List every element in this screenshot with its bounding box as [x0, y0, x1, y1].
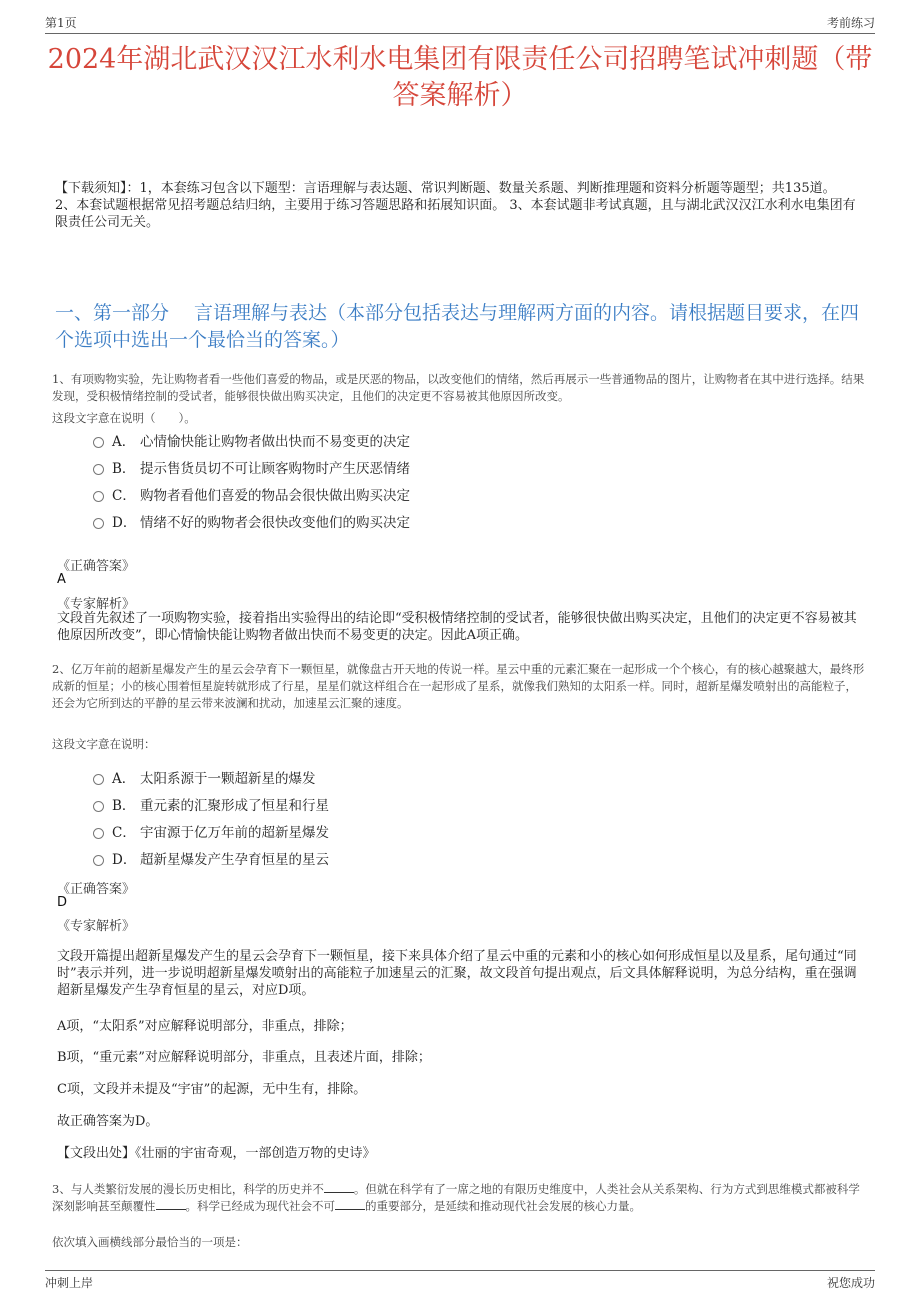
radio-icon[interactable] — [93, 437, 104, 448]
fill-blank-1[interactable] — [324, 1192, 354, 1193]
correct-answer-value: D — [57, 895, 68, 910]
question-1-prompt: 这段文字意在说明（ ）。 — [52, 411, 196, 425]
page-number: 第1页 — [45, 16, 77, 30]
footer-left: 冲刺上岸 — [45, 1276, 94, 1290]
analysis-label: 《专家解析》 — [57, 919, 136, 934]
question-2-stem: 2、亿万年前的超新星爆发产生的星云会孕育下一颗恒星，就像盘古开天地的传说一样。星云中重的元素汇聚在一起形成一个个核心，有的核心越聚越大，最终形成新的恒星；小的核心围着恒星旋转就形成了行星，星星们就这样组合在一起形成了星系，就像我们熟知的太阳系一样。同时，超新星爆发喷射出的高能粒子，还会为它所到达的平静的星云带来波澜和扰动，加速星云汇聚的速度。 — [52, 662, 865, 710]
fill-blank-2[interactable] — [156, 1209, 186, 1210]
radio-icon[interactable] — [93, 774, 104, 785]
question-2-prompt: 这段文字意在说明： — [52, 737, 156, 751]
question-1-options — [93, 426, 410, 534]
correct-answer-value: A — [57, 572, 66, 587]
option-a[interactable]: A． 心情愉快能让购物者做出快而不易变更的决定 — [93, 426, 410, 453]
document-title: 2024年湖北武汉汉江水利水电集团有限责任公司招聘笔试冲刺题（带答案解析） — [47, 44, 873, 111]
option-c[interactable]: C． 购物者看他们喜爱的物品会很快做出购买决定 — [93, 480, 410, 507]
fill-blank-3[interactable] — [335, 1209, 365, 1210]
option-a-note: A项，“太阳系”对应解释说明部分，非重点，排除； — [57, 1019, 353, 1034]
analysis-label: 《专家解析》 — [57, 597, 136, 612]
radio-icon[interactable] — [93, 801, 104, 812]
option-c-note: C项，文段并未提及“宇宙”的起源，无中生有，排除。 — [57, 1082, 367, 1097]
conclusion: 故正确答案为D。 — [57, 1114, 159, 1129]
question-1-analysis: 文段首先叙述了一项购物实验，接着指出实验得出的结论即“受积极情绪控制的受试者，能够很快做出购买决定，且他们的决定更不容易被其他原因所改变”，即心情愉快能让购物者做出快而不易变更的决定。因此A项正确。 — [57, 611, 857, 643]
option-d[interactable]: D． 情绪不好的购物者会很快改变他们的购买决定 — [93, 507, 410, 534]
radio-icon[interactable] — [93, 855, 104, 866]
header-label: 考前练习 — [826, 16, 875, 30]
option-c[interactable]: C． 宇宙源于亿万年前的超新星爆发 — [93, 817, 329, 844]
question-3-prompt: 依次填入画横线部分最恰当的一项是： — [52, 1235, 248, 1249]
correct-answer-label: 《正确答案》 — [57, 559, 136, 574]
option-a[interactable]: A． 太阳系源于一颗超新星的爆发 — [93, 763, 329, 790]
radio-icon[interactable] — [93, 828, 104, 839]
correct-answer-label: 《正确答案》 — [57, 882, 136, 897]
footer-right: 祝您成功 — [826, 1276, 875, 1290]
radio-icon[interactable] — [93, 518, 104, 529]
option-d[interactable]: D． 超新星爆发产生孕育恒星的星云 — [93, 844, 329, 871]
radio-icon[interactable] — [93, 491, 104, 502]
download-notice: 【下载须知】：1，本套练习包含以下题型：言语理解与表达题、常识判断题、数量关系题、判断推理题和资料分析题等题型；共135道。 2、本套试题根据常见招考题总结归纳，主要用于练习答题思路和拓展知识面。 3、本套试题非考试真题，且与湖北武汉汉江水利水电集团有限责任公司无关。 — [55, 181, 856, 230]
option-b[interactable]: B． 提示售货员切不可让顾客购物时产生厌恶情绪 — [93, 453, 410, 480]
question-1-stem: 1、有项购物实验，先让购物者看一些他们喜爱的物品，或是厌恶的物品，以改变他们的情绪，然后再展示一些普通物品的图片，让购物者在其中进行选择。结果发现，受积极情绪控制的受试者，能够很快做出购买决定，且他们的决定更不容易被其他原因所改变。 — [52, 372, 865, 403]
page-header — [45, 12, 875, 32]
option-b[interactable]: B． 重元素的汇聚形成了恒星和行星 — [93, 790, 329, 817]
option-b-note: B项，“重元素”对应解释说明部分，非重点，且表述片面，排除； — [57, 1050, 431, 1065]
text-source: 【文段出处】《壮丽的宇宙奇观，一部创造万物的史诗》 — [57, 1146, 376, 1161]
question-2-analysis: 文段开篇提出超新星爆发产生的星云会孕育下一颗恒星，接下来具体介绍了星云中重的元素和小的核心如何形成恒星以及星系，尾句通过“同时”表示并列，进一步说明超新星爆发喷射出的高能粒子加速星云的汇聚，故文段首句提出观点，后文具体解释说明，为总分结构，重在强调超新星爆发产生孕育恒星的星云，对应D项。 — [57, 949, 857, 998]
header-divider — [45, 33, 875, 34]
section-heading: 一、第一部分 言语理解与表达（本部分包括表达与理解两方面的内容。请根据题目要求，在四个选项中选出一个最恰当的答案。） — [55, 302, 860, 351]
question-3-stem: 3、与人类繁衍发展的漫长历史相比，科学的历史并不 。但就在科学有了一席之地的有限历史维度中，人类社会从关系架构、行为方式到思维模式都被科学深刻影响甚至颠覆性 。科学已经成为现代社会不可 的重要部分，是延续和推动现代社会发展的核心力量。 — [52, 1182, 860, 1213]
footer-divider — [45, 1270, 875, 1271]
question-2-options — [93, 763, 329, 871]
radio-icon[interactable] — [93, 464, 104, 475]
